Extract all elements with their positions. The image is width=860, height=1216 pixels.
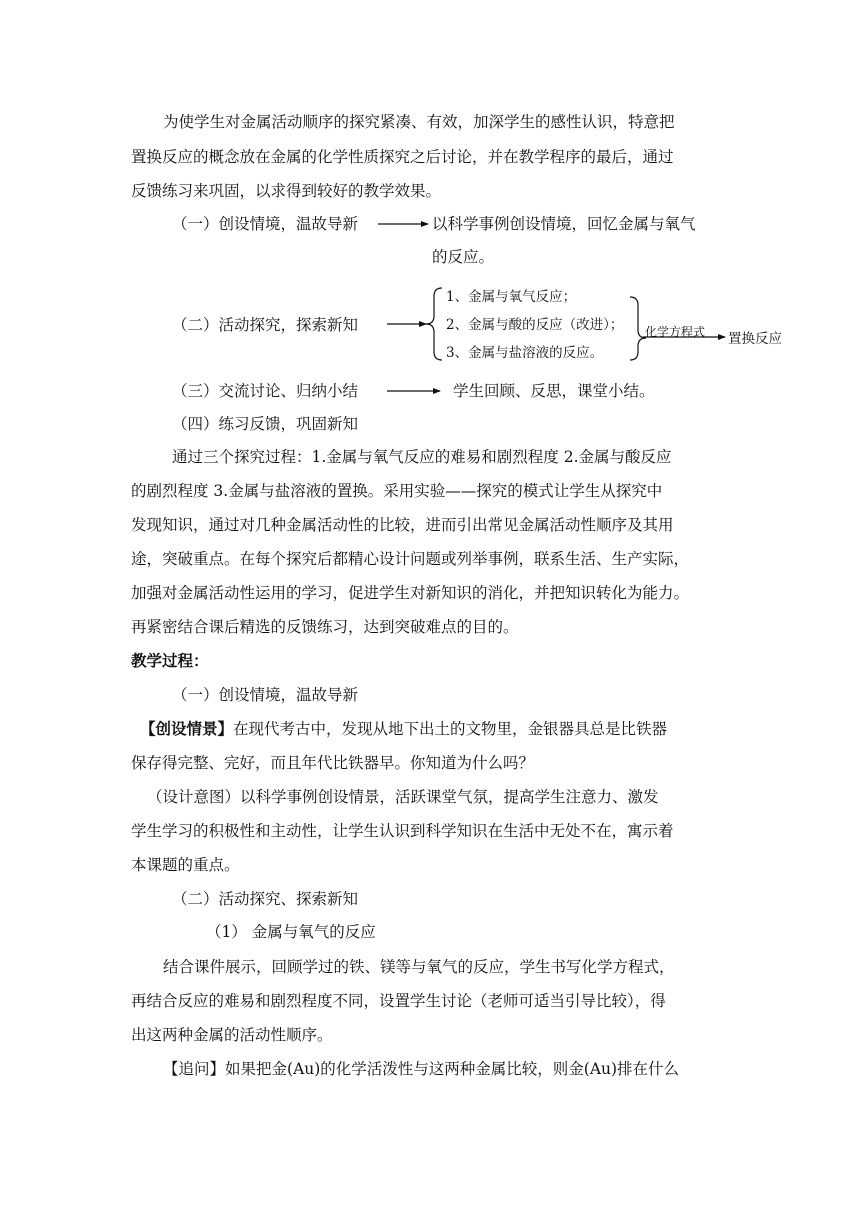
design-line-1: （设计意图）以科学事例创设情景，活跃课堂气氛，提高学生注意力、激发 [147,788,659,806]
process-line-6: 再紧密结合课后精选的反馈练习，达到突破难点的目的。 [131,618,519,636]
process-line-1: 通过三个探究过程：1.金属与氧气反应的难易和剧烈程度 2.金属与酸反应 [172,448,672,466]
process-line-3: 发现知识，通过对几种金属活动性的比较，进而引出常见金属活动性顺序及其用 [131,516,674,534]
design-line-3: 本课题的重点。 [131,856,240,874]
process-line-5: 加强对金属活动性运用的学习，促进学生对新知识的消化，并把知识转化为能力。 [131,584,690,602]
design-line-2: 学生学习的积极性和主动性，让学生认识到科学知识在生活中无处不在，寓示着 [131,822,674,840]
question-text: 如果把金(Au)的化学活泼性与这两种金属比较，则金(Au)排在什么 [225,1060,680,1078]
process-line-2: 的剧烈程度 3.金属与盐溶液的置换。采用实验——探究的模式让学生从探究中 [131,482,663,500]
teaching-sub-1: （1） 金属与氧气的反应 [206,923,376,941]
demo-line-3: 出这两种金属的活动性顺序。 [131,1026,333,1044]
scenario-line-1 [140,719,667,739]
flow-step3-result: 学生回顾、反思，课堂小结。 [453,382,655,400]
flow-step2-arrow-label: 化学方程式 [645,325,706,339]
flow-step2-label: （二）活动探究，探索新知 [172,316,359,334]
scenario-text-1: 在现代考古中，发现从地下出土的文物里，金银器具总是比铁器 [233,720,668,738]
demo-line-1: 结合课件展示，回顾学过的铁、镁等与氧气的反应，学生书写化学方程式， [163,958,675,976]
scenario-tag: 【创设情景】 [140,719,234,738]
teaching-section-1: （一）创设情境，温故导新 [172,686,359,704]
flow-step2-item-2: 2、金属与酸的反应（改进）； [446,317,624,333]
intro-line-2: 置换反应的概念放在金属的化学性质探究之后讨论，并在教学程序的最后，通过 [131,148,674,166]
process-line-4: 途，突破重点。在每个探究后都精心设计问题或列举事例，联系生活、生产实际， [131,550,690,568]
intro-line-3: 反馈练习来巩固，以求得到较好的教学效果。 [131,182,442,200]
demo-line-2: 再结合反应的难易和剧烈程度不同，设置学生讨论（老师可适当引导比较），得 [131,992,666,1010]
flow-brace-left [426,288,442,360]
scenario-line-2: 保存得完整、完好，而且年代比铁器早。你知道为什么吗？ [131,754,535,772]
flow-step1-result-1: 以科学事例创设情境，回忆金属与氧气 [432,215,696,233]
intro-line-1: 为使学生对金属活动顺序的探究紧凑、有效，加深学生的感性认识，特意把 [163,113,675,131]
flow-step4-label: （四）练习反馈，巩固新知 [172,415,359,433]
flow-step2-item-1: 1、金属与氧气反应； [446,289,577,305]
teaching-heading: 教学过程： [131,651,209,670]
flow-step2-item-3: 3、金属与盐溶液的反应。 [446,345,604,361]
flow-brace-right [630,297,646,360]
flow-step1-label: （一）创设情境，温故导新 [172,215,359,233]
flow-step3-label: （三）交流讨论、归纳小结 [172,382,359,400]
flow-step1-result-2: 的反应。 [432,248,495,266]
teaching-section-2: （二）活动探究、探索新知 [172,890,359,908]
question-line [163,1059,679,1079]
flow-step2-target: 置换反应 [728,331,782,347]
question-tag: 【追问】 [163,1060,226,1078]
